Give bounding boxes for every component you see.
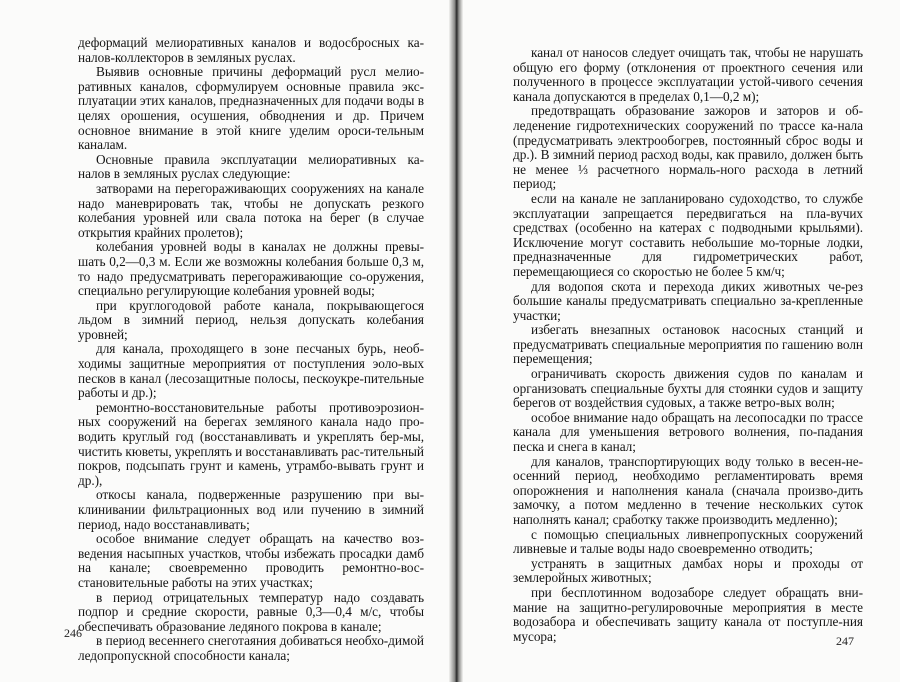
paragraph: Основные правила эксплуатации мелиоративных ка-налов в земляных руслах следующие: xyxy=(78,151,424,182)
paragraph: в период отрицательных температур надо создавать подпор и средние скорости, равные 0,3—0,4 м/с, чтобы обеспечивать образование ледяного покрова в канале; xyxy=(78,589,424,634)
right-page-text xyxy=(513,46,863,644)
paragraph: для водопоя скота и перехода диких животных че-рез большие каналы предусматривать специально за-крепленные участки; xyxy=(513,278,863,323)
book-gutter xyxy=(449,0,463,682)
paragraph: особое внимание следует обращать на качество воз-ведения насыпных участков, чтобы избежать просадки дамб на канале; своевременно проводить ремонтно-вос-становительные работы на этих участках; xyxy=(78,531,424,590)
paragraph: избегать внезапных остановок насосных станций и предусматривать специальные мероприятия по гашению волн перемещения; xyxy=(513,322,863,367)
paragraph: для канала, проходящего в зоне песчаных бурь, необ-ходимы защитные мероприятия от поступления эоло-вых песков в канал (лесозащитные полосы, пескоукре-пительные работы и др.); xyxy=(78,341,424,401)
paragraph: деформаций мелиоративных каналов и водосбросных ка-налов-коллекторов в земляных руслах. xyxy=(78,35,424,65)
paragraph: канал от наносов следует очищать так, чтобы не нарушать общую его форму (отклонения от проектного сечения или полученного в процессе эксплуатации устой-чивого сечения канала допускаются в пределах 0,1—0,2 м); xyxy=(513,45,863,104)
page-number: 247 xyxy=(836,634,854,648)
paragraph: колебания уровней воды в каналах не должны превы-шать 0,2—0,3 м. Если же возможны колебания больше 0,3 м, то надо предусматривать перегораживающие со-оружения, специально регулирующие колебания уровней воды; xyxy=(78,239,424,299)
paragraph: предотвращать образование зажоров и заторов и об-леденение гидротехнических сооружений по трассе ка-нала (предусматривать электрообогрев, постоянный сброс воды и др.). В зимний период расход воды, как правило, должен быть не менее ⅓ расчетного нормаль-ного расхода в летний период; xyxy=(513,103,863,192)
paragraph: откосы канала, подверженные разрушению при вы-клинивании фильтрационных вод или пучению в зимний период, надо восстанавливать; xyxy=(78,487,424,532)
paragraph: при бесплотинном водозаборе следует обращать вни-мание на защитно-регулировочные мероприятия в месте водозабора и обеспечивать защиту канала от поступле-ния мусора; xyxy=(513,584,863,644)
paragraph: ограничивать скорость движения судов по каналам и организовать специальные бухты для стоянки судов и защиту берегов от воздействия судовых, а также ветро-вых волн; xyxy=(513,366,863,411)
paragraph: с помощью специальных ливнепропускных сооружений ливневые и талые воды надо своевременно отводить; xyxy=(513,526,863,557)
right-page xyxy=(463,0,900,682)
paragraph: особое внимание надо обращать на лесопосадки по трассе канала для уменьшения ветрового волнения, по-падания песка и снега в канал; xyxy=(513,409,863,455)
paragraph: если на канале не запланировано судоходство, то службе эксплуатации запрещается передвигаться на пла-вучих средствах (особенно на катерах с подводными крыльями). Исключение могут составить небольшие мо-торные лодки, предназначенные для гидрометрических работ, перемещающиеся со скоростью не более 5 км/ч; xyxy=(513,190,863,279)
left-page xyxy=(0,0,449,682)
paragraph: затворами на перегораживающих сооружениях на канале надо маневрировать так, чтобы не допускать резкого колебания уровней или свала потока на берег (в случае открытия крайних пролетов); xyxy=(78,180,424,240)
page-number: 246 xyxy=(64,626,82,640)
paragraph: Выявив основные причины деформаций русл мелио-ративных каналов, сформулируем основные правила экс-плуатации этих каналов, предназначенных для подачи воды в целях орошения, осушения, обводнения и др. Причем основное внимание в этой книге уделим ороси-тельным каналам. xyxy=(78,64,424,153)
paragraph: в период весеннего снеготаяния добиваться необхо-димой ледопропускной способности канала; xyxy=(78,633,424,663)
paragraph: ремонтно-восстановительные работы противоэрозион-ных сооружений на берегах земляного канала надо про-водить круглый год (восстанавливать и укреплять бер-мы, чистить кюветы, укреплять и восстанавливать рас-тительный покров, подсыпать грунт и камень, утрамбо-вывать грунт и др.), xyxy=(78,399,424,488)
paragraph: для каналов, транспортирующих воду только в весен-не-осенний период, необходимо регламентировать время опорожнения и наполнения канала (сначала произво-дить замочку, а потом медленно в течение нескольких суток наполнять канал; сработку также производить медленно); xyxy=(513,453,863,527)
paragraph: при круглогодовой работе канала, покрывающегося льдом в зимний период, нельзя допускать колебания уровней; xyxy=(78,297,424,342)
paragraph: устранять в защитных дамбах норы и проходы от землеройных животных; xyxy=(513,555,863,586)
left-page-text xyxy=(78,36,424,664)
